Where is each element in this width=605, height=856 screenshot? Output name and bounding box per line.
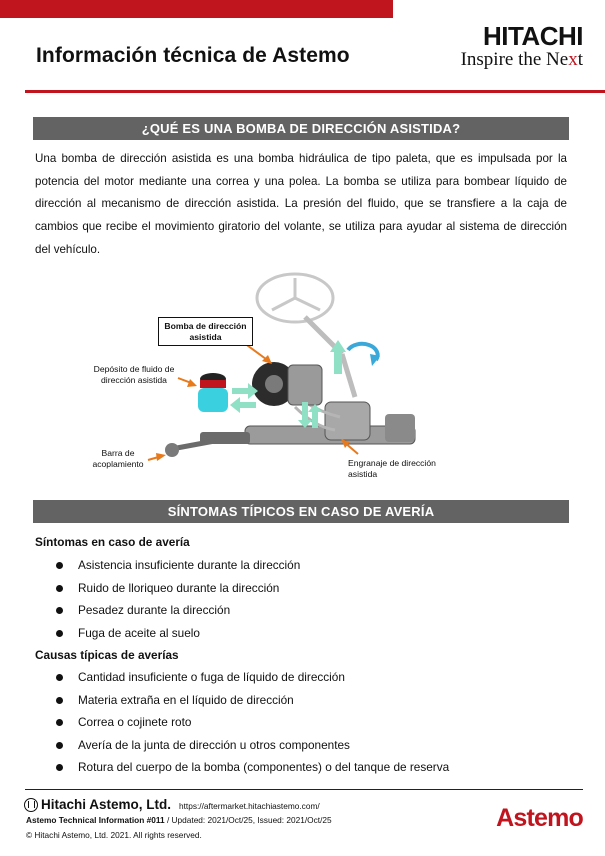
power-steering-pump-icon (252, 362, 322, 406)
intro-paragraph: Una bomba de dirección asistida es una bomba hidráulica de tipo paleta, que es impulsada por la potencia del motor mediante una correa y una polea. La bomba se utiliza para bombear líquido de dirección al mecanismo de dirección asistida. La presión del fluido, que se transfiere a la caja de cambios que recibe el movimiento giratorio del volante, se utiliza para ayudar al sistema de dirección del vehículo. (35, 152, 567, 256)
steering-wheel-icon (257, 274, 333, 322)
list-item: Correa o cojinete roto (56, 711, 449, 734)
header-red-bar (0, 0, 393, 18)
fluid-reservoir-icon (198, 373, 228, 412)
rotation-arrowhead-icon (370, 354, 380, 366)
bullet-icon (56, 585, 63, 592)
list-item: Rotura del cuerpo de la bomba (componentes) o del tanque de reserva (56, 756, 449, 779)
bullet-icon (56, 742, 63, 749)
list-item: Ruido de lloriqueo durante la dirección (56, 577, 300, 600)
technical-info-line: Astemo Technical Information #011 / Updated: 2021/Oct/25, Issued: 2021/Oct/25 (26, 815, 332, 825)
hitachi-brand-logo (461, 22, 583, 70)
causes-list (56, 666, 449, 779)
brand-tagline: Inspire the Next (460, 49, 583, 70)
bullet-icon (56, 697, 63, 704)
footer-company (24, 797, 320, 812)
copyright-notice: © Hitachi Astemo, Ltd. 2021. All rights reserved. (26, 830, 202, 840)
list-item: Asistencia insuficiente durante la dirección (56, 554, 300, 577)
gear-label: Engranaje de dirección asistida (348, 458, 436, 479)
footer-divider (25, 789, 583, 790)
bullet-icon (56, 764, 63, 771)
company-name: Hitachi Astemo, Ltd. (41, 797, 172, 812)
tie-rod-label: Barra de acoplamiento (92, 448, 144, 469)
fluid-flow-left-arrow-icon (230, 397, 256, 413)
symptoms-subheading: Síntomas en caso de avería (35, 535, 190, 549)
pump-label: Bomba de dirección asistida (158, 317, 253, 346)
steering-system-diagram (80, 262, 460, 484)
bullet-icon (56, 562, 63, 569)
bullet-icon (56, 719, 63, 726)
list-item: Materia extraña en el líquido de dirección (56, 689, 449, 712)
list-item: Fuga de aceite al suelo (56, 622, 300, 645)
symptoms-list (56, 554, 300, 644)
causes-subheading: Causas típicas de averías (35, 648, 179, 662)
tie-rod-pointer-arrowhead-icon (156, 453, 166, 461)
title-divider (25, 90, 605, 93)
reservoir-pointer-arrowhead-icon (187, 379, 197, 387)
hitachi-mark-icon (24, 798, 38, 812)
bullet-icon (56, 607, 63, 614)
list-item: Avería de la junta de dirección u otros componentes (56, 734, 449, 757)
list-item: Cantidad insuficiente o fuga de líquido de dirección (56, 666, 449, 689)
document-title: Información técnica de Astemo (36, 44, 350, 67)
section-heading-what-is: ¿QUÉ ES UNA BOMBA DE DIRECCIÓN ASISTIDA? (33, 117, 569, 140)
brand-name: HITACHI (482, 21, 583, 51)
astemo-logo: Astemo (496, 804, 583, 832)
company-url[interactable]: https://aftermarket.hitachiastemo.com/ (179, 800, 320, 811)
section-heading-symptoms: SÍNTOMAS TÍPICOS EN CASO DE AVERÍA (33, 500, 569, 523)
tie-rod-icon (165, 440, 220, 457)
bullet-icon (56, 630, 63, 637)
reservoir-label: Depósito de fluido de dirección asistida (93, 364, 175, 385)
bullet-icon (56, 674, 63, 681)
list-item: Pesadez durante la dirección (56, 599, 300, 622)
